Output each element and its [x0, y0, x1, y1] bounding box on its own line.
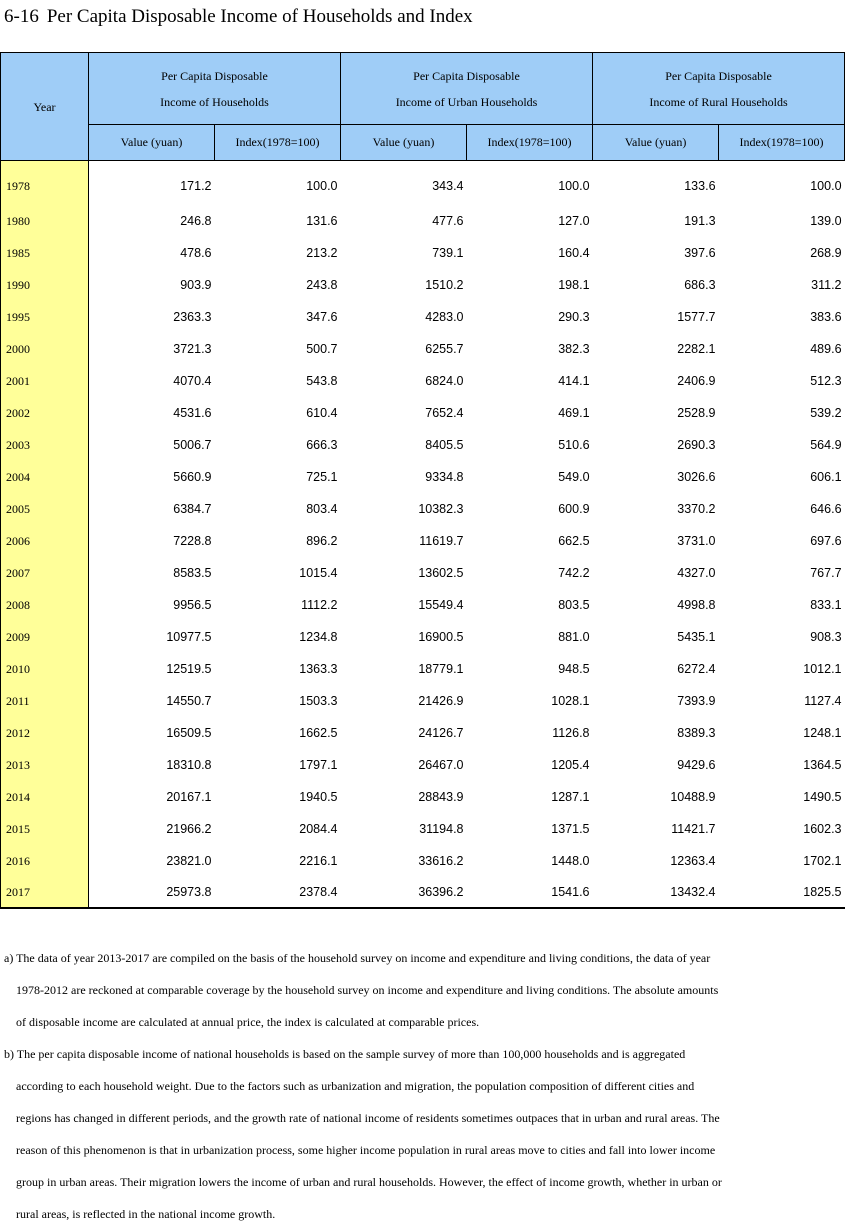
value-cell: 246.8: [180, 214, 212, 228]
value-cell: 11421.7: [671, 822, 716, 836]
value-cell: 36396.2: [341, 877, 467, 908]
value-cell: 9429.6: [677, 758, 716, 772]
index-cell: 127.0: [558, 214, 590, 228]
index-cell: 1287.1: [551, 790, 590, 804]
index-cell: 610.4: [306, 406, 338, 420]
value-cell: 6272.4: [677, 662, 716, 676]
table-row: [1, 205, 845, 237]
year-cell: 2016: [1, 845, 89, 877]
table-row: [1, 621, 845, 653]
year-cell: 2011: [1, 685, 89, 717]
value-cell: 3721.3: [173, 342, 212, 356]
value-cell: 10488.9: [670, 790, 716, 804]
value-cell: 23821.0: [166, 854, 212, 868]
table-row: [1, 365, 845, 397]
index-cell: 662.5: [558, 534, 590, 548]
index-cell: 564.9: [810, 438, 842, 452]
value-cell: 21966.2: [166, 822, 212, 836]
index-cell: 742.2: [558, 566, 590, 580]
value-cell: 4998.8: [677, 598, 716, 612]
index-cell: 198.1: [558, 278, 590, 292]
value-cell: 3026.6: [677, 470, 716, 484]
index-cell: 139.0: [810, 214, 842, 228]
index-cell: 1371.5: [551, 822, 590, 836]
index-cell: 290.3: [558, 310, 590, 324]
index-cell: 489.6: [810, 342, 842, 356]
group-header-rural: Per Capita Disposable Income of Rural Households: [593, 53, 845, 125]
value-cell: 4283.0: [425, 310, 464, 324]
index-cell: 100.0: [558, 179, 590, 193]
value-cell: 2690.3: [677, 438, 716, 452]
group-header-urban: Per Capita Disposable Income of Urban Households: [341, 53, 593, 125]
value-cell: 24126.7: [418, 726, 464, 740]
table-row: [1, 161, 845, 206]
value-cell: 2282.1: [677, 342, 716, 356]
footnote-line: a) The data of year 2013-2017 are compiled on the basis of the household survey on income and expenditure and living conditions, the data of year: [4, 951, 711, 965]
index-cell: 1825.5: [719, 877, 845, 908]
index-cell: 600.9: [558, 502, 590, 516]
index-cell: 1448.0: [551, 854, 590, 868]
table-row: [1, 397, 845, 429]
index-cell: 100.0: [306, 179, 338, 193]
value-cell: 397.6: [684, 246, 716, 260]
value-cell: 5006.7: [173, 438, 212, 452]
value-cell: 9956.5: [173, 598, 212, 612]
index-cell: 725.1: [306, 470, 338, 484]
index-cell: 1797.1: [299, 758, 338, 772]
index-cell: 1490.5: [803, 790, 842, 804]
value-cell: 31194.8: [419, 822, 464, 836]
table-row: [1, 653, 845, 685]
table-row: [1, 301, 845, 333]
value-cell: 12519.5: [166, 662, 212, 676]
value-cell: 4070.4: [173, 374, 212, 388]
value-cell: 1510.2: [425, 278, 464, 292]
year-cell: 1990: [1, 269, 89, 301]
year-cell: 2005: [1, 493, 89, 525]
value-cell: 4327.0: [677, 566, 716, 580]
index-cell: 606.1: [810, 470, 842, 484]
table-title: Per Capita Disposable Income of Households and Index: [46, 6, 473, 27]
value-cell: 903.9: [180, 278, 212, 292]
index-cell: 1028.1: [551, 694, 590, 708]
table-row: [1, 429, 845, 461]
year-cell: 2001: [1, 365, 89, 397]
index-cell: 539.2: [810, 406, 842, 420]
index-cell: 243.8: [306, 278, 338, 292]
year-cell: 2012: [1, 717, 89, 749]
index-cell: 1940.5: [299, 790, 338, 804]
value-cell: 686.3: [684, 278, 716, 292]
value-cell: 25973.8: [89, 877, 215, 908]
value-cell: 8583.5: [173, 566, 212, 580]
index-cell: 1015.4: [299, 566, 338, 580]
value-cell: 171.2: [180, 179, 212, 193]
index-cell: 666.3: [306, 438, 338, 452]
footnotes: [4, 942, 834, 1230]
index-cell: 347.6: [306, 310, 338, 324]
index-cell: 543.8: [306, 374, 338, 388]
value-cell: 7228.8: [173, 534, 212, 548]
page-title: [4, 6, 481, 28]
year-cell: 1978: [1, 161, 89, 206]
index-cell: 469.1: [558, 406, 590, 420]
footnote-line: rural areas, is reflected in the national income growth.: [16, 1207, 276, 1221]
index-cell: 908.3: [810, 630, 842, 644]
index-cell: 833.1: [810, 598, 842, 612]
index-cell: 1126.8: [552, 726, 590, 740]
index-cell: 1503.3: [299, 694, 338, 708]
year-cell: 1985: [1, 237, 89, 269]
index-cell: 510.6: [558, 438, 590, 452]
footnote-line: reason of this phenomenon is that in urbanization process, some higher income population in rural areas move to cities and fall into lower income: [16, 1143, 716, 1157]
index-cell: 512.3: [810, 374, 842, 388]
subheader-value: Value (yuan): [89, 125, 215, 161]
value-cell: 5435.1: [677, 630, 716, 644]
index-cell: 1702.1: [803, 854, 842, 868]
index-cell: 268.9: [810, 246, 842, 260]
value-cell: 477.6: [432, 214, 464, 228]
table-row: [1, 845, 845, 877]
value-cell: 16509.5: [166, 726, 212, 740]
value-cell: 6384.7: [173, 502, 212, 516]
value-cell: 343.4: [432, 179, 464, 193]
table-row: [1, 237, 845, 269]
value-cell: 10977.5: [166, 630, 212, 644]
value-cell: 3370.2: [677, 502, 716, 516]
table-body: [1, 161, 845, 909]
value-cell: 13432.4: [593, 877, 719, 908]
footnote-line: regions has changed in different periods, and the growth rate of national income of residents sometimes outpaces that in urban and rural areas. The: [16, 1111, 720, 1125]
year-cell: 2013: [1, 749, 89, 781]
value-cell: 13602.5: [418, 566, 464, 580]
index-cell: 1205.4: [551, 758, 590, 772]
table-row: [1, 877, 845, 908]
footnote-line: group in urban areas. Their migration lowers the income of urban and rural households. However, the effect of income growth, whether in urban or: [16, 1175, 722, 1189]
subheader-value: Value (yuan): [593, 125, 719, 161]
value-cell: 12363.4: [670, 854, 716, 868]
value-cell: 18779.1: [418, 662, 464, 676]
year-cell: 2015: [1, 813, 89, 845]
index-cell: 1012.1: [803, 662, 842, 676]
value-cell: 28843.9: [418, 790, 464, 804]
table-row: [1, 269, 845, 301]
index-cell: 100.0: [810, 179, 842, 193]
value-cell: 1577.7: [677, 310, 716, 324]
value-cell: 133.6: [684, 179, 716, 193]
index-cell: 1541.6: [467, 877, 593, 908]
index-cell: 948.5: [558, 662, 590, 676]
value-cell: 8389.3: [677, 726, 716, 740]
value-cell: 2528.9: [677, 406, 716, 420]
table-row: [1, 717, 845, 749]
index-cell: 2216.1: [299, 854, 338, 868]
index-cell: 1364.5: [803, 758, 842, 772]
table-row: [1, 589, 845, 621]
year-cell: 2003: [1, 429, 89, 461]
index-cell: 767.7: [810, 566, 842, 580]
value-cell: 18310.8: [166, 758, 212, 772]
value-cell: 7393.9: [677, 694, 716, 708]
index-cell: 382.3: [558, 342, 590, 356]
table-row: [1, 813, 845, 845]
value-cell: 16900.5: [418, 630, 464, 644]
income-table: [0, 52, 845, 909]
value-cell: 7652.4: [425, 406, 464, 420]
table-row: [1, 685, 845, 717]
index-cell: 2084.4: [299, 822, 338, 836]
table-number: 6-16: [4, 6, 39, 27]
index-cell: 500.7: [306, 342, 338, 356]
index-cell: 213.2: [306, 246, 338, 260]
year-cell: 1995: [1, 301, 89, 333]
index-cell: 697.6: [810, 534, 842, 548]
index-cell: 131.6: [306, 214, 338, 228]
footnote-line: according to each household weight. Due to the factors such as urbanization and migration, the population composition of different cities and: [16, 1079, 695, 1093]
year-cell: 1980: [1, 205, 89, 237]
value-cell: 9334.8: [425, 470, 464, 484]
value-cell: 3731.0: [677, 534, 716, 548]
year-header: Year: [1, 53, 89, 161]
index-cell: 2378.4: [215, 877, 341, 908]
index-cell: 1248.1: [803, 726, 842, 740]
value-cell: 14550.7: [166, 694, 212, 708]
value-cell: 2406.9: [677, 374, 716, 388]
index-cell: 549.0: [558, 470, 590, 484]
value-cell: 8405.5: [425, 438, 464, 452]
year-cell: 2017: [1, 877, 89, 908]
index-cell: 1127.4: [804, 694, 842, 708]
value-cell: 26467.0: [418, 758, 464, 772]
year-cell: 2006: [1, 525, 89, 557]
year-cell: 2002: [1, 397, 89, 429]
index-cell: 646.6: [810, 502, 842, 516]
index-cell: 881.0: [558, 630, 590, 644]
index-cell: 383.6: [810, 310, 842, 324]
index-cell: 1112.2: [301, 598, 338, 612]
year-cell: 2014: [1, 781, 89, 813]
index-cell: 803.5: [558, 598, 590, 612]
subheader-index: Index(1978=100): [215, 125, 341, 161]
table-row: [1, 749, 845, 781]
value-cell: 6255.7: [425, 342, 464, 356]
year-cell: 2007: [1, 557, 89, 589]
index-cell: 311.2: [811, 278, 842, 292]
footnote-line: of disposable income are calculated at annual price, the index is calculated at comparable prices.: [16, 1015, 480, 1029]
value-cell: 739.1: [432, 246, 464, 260]
year-cell: 2004: [1, 461, 89, 493]
value-cell: 20167.1: [166, 790, 212, 804]
value-cell: 478.6: [180, 246, 212, 260]
year-cell: 2010: [1, 653, 89, 685]
year-cell: 2008: [1, 589, 89, 621]
index-cell: 896.2: [306, 534, 338, 548]
table-row: [1, 333, 845, 365]
table-row: [1, 557, 845, 589]
table-row: [1, 493, 845, 525]
table-row: [1, 525, 845, 557]
index-cell: 160.4: [558, 246, 590, 260]
subheader-index: Index(1978=100): [719, 125, 845, 161]
footnote-line: 1978-2012 are reckoned at comparable coverage by the household survey on income and expenditure and living conditions. The absolute amounts: [16, 983, 719, 997]
value-cell: 10382.3: [418, 502, 464, 516]
subheader-value: Value (yuan): [341, 125, 467, 161]
index-cell: 1662.5: [299, 726, 338, 740]
table-row: [1, 781, 845, 813]
value-cell: 6824.0: [425, 374, 464, 388]
value-cell: 33616.2: [418, 854, 464, 868]
footnote-line: b) The per capita disposable income of national households is based on the sample survey of more than 100,000 households and is aggregated: [4, 1047, 686, 1061]
index-cell: 1234.8: [299, 630, 338, 644]
subheader-index: Index(1978=100): [467, 125, 593, 161]
index-cell: 1363.3: [299, 662, 338, 676]
index-cell: 803.4: [306, 502, 338, 516]
value-cell: 11619.7: [419, 534, 464, 548]
value-cell: 15549.4: [418, 598, 464, 612]
value-cell: 2363.3: [173, 310, 212, 324]
table-row: [1, 461, 845, 493]
value-cell: 21426.9: [418, 694, 464, 708]
value-cell: 191.3: [684, 214, 716, 228]
year-cell: 2000: [1, 333, 89, 365]
table-header: [1, 53, 845, 161]
index-cell: 1602.3: [803, 822, 842, 836]
index-cell: 414.1: [558, 374, 590, 388]
group-header-national: Per Capita Disposable Income of Households: [89, 53, 341, 125]
value-cell: 5660.9: [173, 470, 212, 484]
value-cell: 4531.6: [173, 406, 212, 420]
year-cell: 2009: [1, 621, 89, 653]
